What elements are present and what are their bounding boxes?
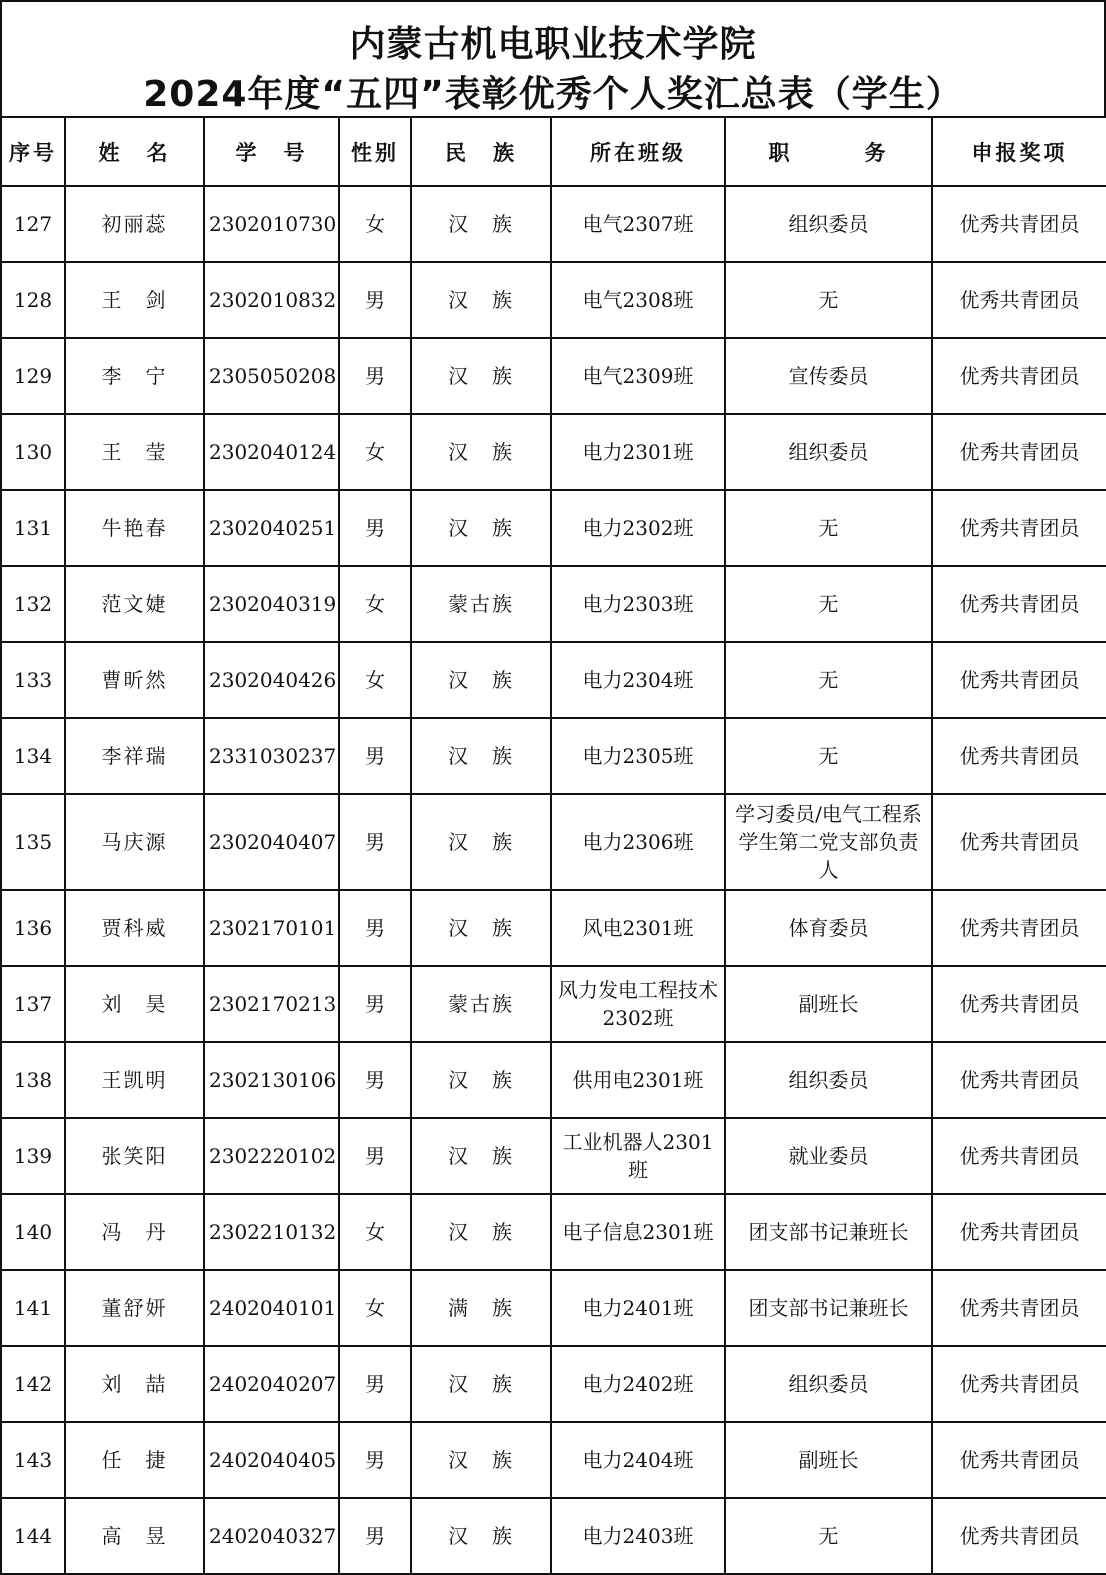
cell-class: 工业机器人2301班 xyxy=(551,1118,725,1194)
cell-class: 电力2404班 xyxy=(551,1422,725,1498)
cell-gender: 男 xyxy=(339,338,411,414)
cell-position: 组织委员 xyxy=(725,1346,932,1422)
cell-position: 团支部书记兼班长 xyxy=(725,1194,932,1270)
title-block xyxy=(0,0,1106,116)
cell-position: 无 xyxy=(725,718,932,794)
cell-class: 电气2309班 xyxy=(551,338,725,414)
cell-position: 体育委员 xyxy=(725,890,932,966)
table-row xyxy=(1,186,1106,262)
cell-serial-no: 142 xyxy=(1,1346,65,1422)
cell-student-id: 2302040407 xyxy=(204,794,339,890)
cell-student-id: 2302210132 xyxy=(204,1194,339,1270)
table-row xyxy=(1,966,1106,1042)
cell-award: 优秀共青团员 xyxy=(932,338,1106,414)
cell-student-id: 2402040405 xyxy=(204,1422,339,1498)
cell-ethnicity: 汉 族 xyxy=(411,890,551,966)
cell-position: 组织委员 xyxy=(725,186,932,262)
cell-gender: 女 xyxy=(339,1194,411,1270)
cell-student-id: 2305050208 xyxy=(204,338,339,414)
cell-gender: 男 xyxy=(339,966,411,1042)
cell-gender: 男 xyxy=(339,490,411,566)
cell-gender: 男 xyxy=(339,262,411,338)
cell-serial-no: 138 xyxy=(1,1042,65,1118)
cell-award: 优秀共青团员 xyxy=(932,1042,1106,1118)
table-row xyxy=(1,642,1106,718)
cell-gender: 女 xyxy=(339,186,411,262)
cell-name: 刘 昊 xyxy=(65,966,204,1042)
cell-gender: 男 xyxy=(339,1346,411,1422)
table-header-row xyxy=(1,117,1106,186)
header-serial-no: 序号 xyxy=(1,117,65,186)
table-row xyxy=(1,1346,1106,1422)
cell-class: 电力2306班 xyxy=(551,794,725,890)
cell-position: 学习委员/电气工程系学生第二党支部负责人 xyxy=(725,794,932,890)
table-row xyxy=(1,338,1106,414)
cell-student-id: 2302040251 xyxy=(204,490,339,566)
cell-name: 马庆源 xyxy=(65,794,204,890)
cell-name: 李祥瑞 xyxy=(65,718,204,794)
cell-ethnicity: 汉 族 xyxy=(411,490,551,566)
cell-ethnicity: 汉 族 xyxy=(411,414,551,490)
cell-serial-no: 128 xyxy=(1,262,65,338)
cell-name: 范文婕 xyxy=(65,566,204,642)
cell-class: 电力2402班 xyxy=(551,1346,725,1422)
cell-position: 团支部书记兼班长 xyxy=(725,1270,932,1346)
cell-ethnicity: 汉 族 xyxy=(411,794,551,890)
cell-award: 优秀共青团员 xyxy=(932,1422,1106,1498)
cell-student-id: 2302220102 xyxy=(204,1118,339,1194)
table-row xyxy=(1,1270,1106,1346)
document-title: 内蒙古机电职业技术学院 xyxy=(349,24,757,65)
cell-name: 贾科威 xyxy=(65,890,204,966)
cell-serial-no: 135 xyxy=(1,794,65,890)
cell-award: 优秀共青团员 xyxy=(932,1194,1106,1270)
cell-name: 冯 丹 xyxy=(65,1194,204,1270)
cell-gender: 男 xyxy=(339,794,411,890)
cell-gender: 男 xyxy=(339,1422,411,1498)
table-row xyxy=(1,1194,1106,1270)
cell-name: 高 昱 xyxy=(65,1498,204,1574)
cell-class: 电力2305班 xyxy=(551,718,725,794)
cell-gender: 女 xyxy=(339,414,411,490)
document-subtitle: 2024年度“五四”表彰优秀个人奖汇总表（学生） xyxy=(143,74,963,115)
cell-name: 曹昕然 xyxy=(65,642,204,718)
header-name: 姓 名 xyxy=(65,117,204,186)
cell-serial-no: 127 xyxy=(1,186,65,262)
cell-ethnicity: 满 族 xyxy=(411,1270,551,1346)
cell-name: 张笑阳 xyxy=(65,1118,204,1194)
cell-position: 宣传委员 xyxy=(725,338,932,414)
cell-ethnicity: 汉 族 xyxy=(411,1422,551,1498)
table-row xyxy=(1,490,1106,566)
cell-gender: 男 xyxy=(339,1118,411,1194)
cell-award: 优秀共青团员 xyxy=(932,1498,1106,1574)
cell-serial-no: 129 xyxy=(1,338,65,414)
cell-award: 优秀共青团员 xyxy=(932,186,1106,262)
cell-position: 无 xyxy=(725,642,932,718)
cell-student-id: 2402040101 xyxy=(204,1270,339,1346)
cell-student-id: 2302010832 xyxy=(204,262,339,338)
cell-ethnicity: 汉 族 xyxy=(411,1194,551,1270)
cell-class: 电气2308班 xyxy=(551,262,725,338)
cell-student-id: 2302040319 xyxy=(204,566,339,642)
cell-gender: 女 xyxy=(339,642,411,718)
table-body xyxy=(1,186,1106,1574)
cell-ethnicity: 蒙古族 xyxy=(411,566,551,642)
header-ethnicity: 民 族 xyxy=(411,117,551,186)
table-row xyxy=(1,890,1106,966)
table-row xyxy=(1,1042,1106,1118)
cell-student-id: 2302040426 xyxy=(204,642,339,718)
cell-position: 无 xyxy=(725,262,932,338)
cell-name: 刘 喆 xyxy=(65,1346,204,1422)
cell-class: 电气2307班 xyxy=(551,186,725,262)
cell-award: 优秀共青团员 xyxy=(932,414,1106,490)
cell-award: 优秀共青团员 xyxy=(932,794,1106,890)
cell-award: 优秀共青团员 xyxy=(932,642,1106,718)
cell-student-id: 2302170213 xyxy=(204,966,339,1042)
cell-class: 电力2401班 xyxy=(551,1270,725,1346)
cell-name: 王 剑 xyxy=(65,262,204,338)
cell-ethnicity: 汉 族 xyxy=(411,718,551,794)
cell-student-id: 2331030237 xyxy=(204,718,339,794)
cell-serial-no: 137 xyxy=(1,966,65,1042)
cell-serial-no: 130 xyxy=(1,414,65,490)
cell-serial-no: 140 xyxy=(1,1194,65,1270)
cell-class: 供用电2301班 xyxy=(551,1042,725,1118)
table-row xyxy=(1,414,1106,490)
cell-position: 就业委员 xyxy=(725,1118,932,1194)
cell-name: 董舒妍 xyxy=(65,1270,204,1346)
cell-serial-no: 141 xyxy=(1,1270,65,1346)
cell-position: 无 xyxy=(725,566,932,642)
cell-class: 风力发电工程技术2302班 xyxy=(551,966,725,1042)
cell-gender: 女 xyxy=(339,1270,411,1346)
table-row xyxy=(1,794,1106,890)
cell-position: 无 xyxy=(725,1498,932,1574)
cell-student-id: 2302130106 xyxy=(204,1042,339,1118)
cell-award: 优秀共青团员 xyxy=(932,966,1106,1042)
header-award: 申报奖项 xyxy=(932,117,1106,186)
cell-serial-no: 131 xyxy=(1,490,65,566)
cell-gender: 男 xyxy=(339,890,411,966)
cell-student-id: 2302170101 xyxy=(204,890,339,966)
cell-position: 副班长 xyxy=(725,1422,932,1498)
cell-position: 组织委员 xyxy=(725,1042,932,1118)
cell-ethnicity: 汉 族 xyxy=(411,186,551,262)
cell-ethnicity: 汉 族 xyxy=(411,642,551,718)
cell-class: 电力2301班 xyxy=(551,414,725,490)
award-table xyxy=(0,116,1106,1575)
table-row xyxy=(1,262,1106,338)
table-row xyxy=(1,1498,1106,1574)
cell-position: 副班长 xyxy=(725,966,932,1042)
cell-serial-no: 139 xyxy=(1,1118,65,1194)
cell-serial-no: 136 xyxy=(1,890,65,966)
cell-gender: 男 xyxy=(339,1498,411,1574)
table-row xyxy=(1,718,1106,794)
cell-gender: 男 xyxy=(339,1042,411,1118)
header-class: 所在班级 xyxy=(551,117,725,186)
cell-award: 优秀共青团员 xyxy=(932,490,1106,566)
cell-ethnicity: 汉 族 xyxy=(411,1042,551,1118)
cell-gender: 男 xyxy=(339,718,411,794)
cell-name: 初丽蕊 xyxy=(65,186,204,262)
cell-serial-no: 134 xyxy=(1,718,65,794)
cell-class: 电力2304班 xyxy=(551,642,725,718)
header-gender: 性别 xyxy=(339,117,411,186)
cell-award: 优秀共青团员 xyxy=(932,1346,1106,1422)
cell-serial-no: 143 xyxy=(1,1422,65,1498)
cell-ethnicity: 汉 族 xyxy=(411,1498,551,1574)
cell-award: 优秀共青团员 xyxy=(932,1118,1106,1194)
cell-ethnicity: 蒙古族 xyxy=(411,966,551,1042)
cell-ethnicity: 汉 族 xyxy=(411,262,551,338)
cell-name: 牛艳春 xyxy=(65,490,204,566)
table-row xyxy=(1,566,1106,642)
cell-name: 李 宁 xyxy=(65,338,204,414)
cell-student-id: 2302040124 xyxy=(204,414,339,490)
cell-ethnicity: 汉 族 xyxy=(411,1118,551,1194)
cell-class: 电力2302班 xyxy=(551,490,725,566)
cell-student-id: 2402040327 xyxy=(204,1498,339,1574)
cell-class: 电力2303班 xyxy=(551,566,725,642)
cell-student-id: 2302010730 xyxy=(204,186,339,262)
cell-class: 风电2301班 xyxy=(551,890,725,966)
cell-serial-no: 133 xyxy=(1,642,65,718)
cell-award: 优秀共青团员 xyxy=(932,1270,1106,1346)
cell-name: 王 莹 xyxy=(65,414,204,490)
cell-award: 优秀共青团员 xyxy=(932,566,1106,642)
table-row xyxy=(1,1422,1106,1498)
cell-position: 无 xyxy=(725,490,932,566)
cell-class: 电子信息2301班 xyxy=(551,1194,725,1270)
cell-ethnicity: 汉 族 xyxy=(411,338,551,414)
cell-gender: 女 xyxy=(339,566,411,642)
cell-award: 优秀共青团员 xyxy=(932,262,1106,338)
table-row xyxy=(1,1118,1106,1194)
cell-award: 优秀共青团员 xyxy=(932,890,1106,966)
cell-serial-no: 132 xyxy=(1,566,65,642)
cell-class: 电力2403班 xyxy=(551,1498,725,1574)
cell-serial-no: 144 xyxy=(1,1498,65,1574)
header-position: 职 务 xyxy=(725,117,932,186)
cell-position: 组织委员 xyxy=(725,414,932,490)
cell-student-id: 2402040207 xyxy=(204,1346,339,1422)
cell-name: 任 捷 xyxy=(65,1422,204,1498)
cell-name: 王凯明 xyxy=(65,1042,204,1118)
cell-award: 优秀共青团员 xyxy=(932,718,1106,794)
header-student-id: 学 号 xyxy=(204,117,339,186)
cell-ethnicity: 汉 族 xyxy=(411,1346,551,1422)
